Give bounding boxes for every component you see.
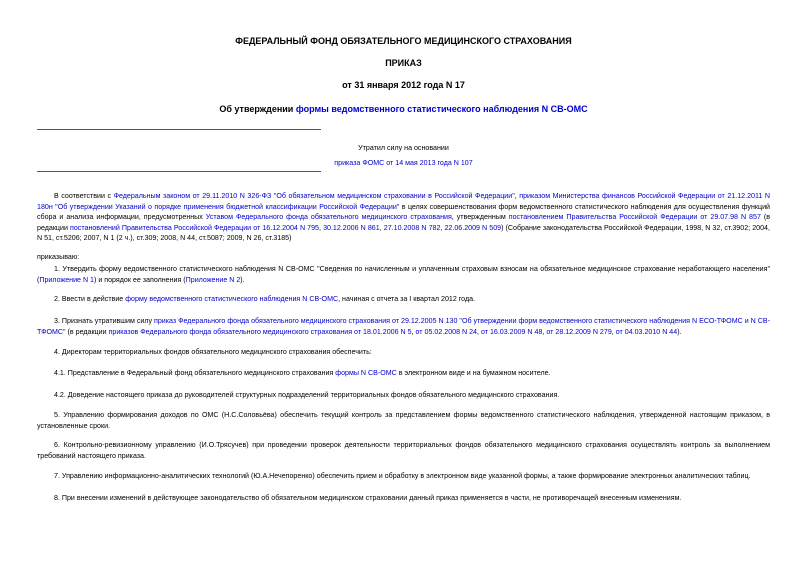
link-federal-law[interactable]: Федеральным законом от 29.11.2010 N 326-ФЗ "Об обязательном медицинском страховании в Российской Федерации" — [113, 192, 515, 200]
item-8: 8. При внесении изменений в действующее законодательство об обязательном медицинском страховании данный приказ применяется в части, не противоречащей внесенным изменениям. — [54, 494, 682, 502]
preamble-text: , — [319, 223, 324, 232]
item-text: ). — [677, 327, 682, 336]
link-resolution-795[interactable]: постановлений Правительства Российской Федерации от 16.12.2004 N 795 — [70, 223, 319, 232]
order-word: приказываю: — [37, 253, 80, 261]
preamble-text: , утвержденным — [451, 213, 509, 221]
item-1 — [37, 264, 770, 285]
link-form-sv-oms-2[interactable]: формы N СВ-ОМС — [335, 369, 397, 377]
link-appendix-1[interactable]: Приложение N 1 — [39, 275, 94, 284]
item-text: , — [476, 327, 481, 336]
link-order-130[interactable]: приказ Федерального фонда обязательного медицинского страхования от 29.12.2005 N 130 "Об утверждении форм ведомственного статистического наблюдения N ЕСО-ТФОМС и N СВ-ТФОМС" — [37, 317, 770, 336]
doc-title-text: Об утверждении — [219, 104, 296, 114]
link-resolution-861[interactable]: 30.12.2006 N 861 — [323, 223, 380, 232]
link-order-279[interactable]: от 28.12.2009 N 279 — [546, 327, 612, 336]
preamble-text: (в редакции — [37, 213, 770, 232]
org-title: ФЕДЕРАЛЬНЫЙ ФОНД ОБЯЗАТЕЛЬНОГО МЕДИЦИНСКОГО СТРАХОВАНИЯ — [235, 36, 572, 46]
item-text: , — [542, 327, 547, 336]
preamble-text: , — [514, 192, 520, 200]
item-text: (в редакции — [65, 327, 109, 336]
item-text: 3. Признать утратившим силу — [54, 317, 155, 325]
link-order-5[interactable]: приказов Федерального фонда обязательного медицинского страхования от 18.01.2006 N 5 — [108, 327, 412, 336]
doc-date-number: от 31 января 2012 года N 17 — [342, 80, 465, 90]
doc-title — [0, 103, 807, 115]
item-text: ). — [240, 275, 245, 284]
link-form-sv-oms[interactable]: форму ведомственного статистического наблюдения N СВ-ОМС — [125, 295, 339, 303]
item-3 — [37, 316, 770, 337]
item-text: , начиная с отчета за I квартал 2012 года. — [338, 295, 476, 303]
repeal-note — [250, 143, 557, 168]
item-text: , — [611, 327, 616, 336]
separator-line-top — [37, 129, 321, 130]
doc-type: ПРИКАЗ — [385, 58, 422, 68]
link-charter[interactable]: Уставом Федерального фонда обязательного медицинского страхования — [205, 213, 452, 221]
item-text: , — [411, 327, 416, 336]
link-resolution-509[interactable]: 22.06.2009 N 509 — [444, 223, 502, 232]
preamble-text: , — [379, 223, 384, 232]
link-appendix-2[interactable]: Приложение N 2 — [185, 275, 241, 284]
item-text: 4.1. Представление в Федеральный фонд обязательного медицинского страхования — [54, 369, 336, 377]
preamble-text: в целях совершенствования форм ведомственного статистического наблюдения для осуществления функций сбора и анализа информации, предусмотренных — [37, 202, 770, 221]
item-4-2: 4.2. Доведение настоящего приказа до руководителей структурных подразделений территориальных фондов обязательного медицинского страхования. — [54, 391, 560, 399]
repeal-note-link[interactable]: приказа ФОМС от 14 мая 2013 года N 107 — [334, 158, 473, 167]
item-7: 7. Управлению информационно-аналитических технологий (Ю.А.Нечепоренко) обеспечить прием и обработку в электронном виде указанной формы, а также формирование электронных аналитических таблиц. — [54, 472, 751, 480]
preamble-text: ) (Собрание законодательства Российской Федерации, 1998, N 32, ст.3902; 2004, N 51, ст.5206; 2007, N 1 (2 ч.), ст.309; 2008, N 44, ст.5087; 2009, N 26, ст.3185) — [37, 223, 770, 242]
link-order-44[interactable]: от 04.03.2010 N 44 — [615, 327, 678, 336]
item-text: в электронном виде и на бумажном носителе. — [396, 369, 551, 377]
preamble-text: В соответствии с — [54, 192, 114, 200]
link-order-24[interactable]: от 05.02.2008 N 24 — [415, 327, 477, 336]
separator-line-bottom — [37, 171, 321, 172]
item-2 — [37, 294, 770, 305]
item-text: ) и порядок ее заполнения ( — [94, 275, 186, 284]
doc-title-link[interactable]: формы ведомственного статистического наблюдения N СВ-ОМС — [295, 104, 588, 114]
item-text: 1. Утвердить форму ведомственного статистического наблюдения N СВ-ОМС "Сведения по начисленным и уплаченным страховым взносам на обязательное медицинское страхование неработающего населения" ( — [37, 265, 770, 284]
item-4-1 — [37, 368, 770, 379]
link-resolution-857[interactable]: постановлением Правительства Российской Федерации от 29.07.98 N 857 — [508, 213, 761, 221]
link-order-48[interactable]: от 16.03.2009 N 48 — [480, 327, 543, 336]
item-5: 5. Управлению формирования доходов по ОМС (Н.С.Соловьёва) обеспечить текущий контроль за представлением формы ведомственного статистического наблюдения, утвержденной настоящим приказом, в установленные сроки. — [37, 411, 770, 430]
item-6: 6. Контрольно-ревизионному управлению (И.О.Трясучев) при проведении проверок деятельности территориальных фондов обязательного медицинского страхования осуществлять контроль за выполнением требований настоящего приказа. — [37, 441, 770, 460]
preamble-paragraph — [37, 191, 770, 244]
preamble-text: , — [440, 223, 445, 232]
link-resolution-782[interactable]: 27.10.2008 N 782 — [383, 223, 441, 232]
link-minfin-order[interactable]: приказом Министерства финансов Российской Федерации от 21.12.2011 N 180н "Об утверждении Указаний о порядке применения бюджетной классификации Российской Федерации" — [37, 192, 770, 211]
item-4: 4. Директорам территориальных фондов обязательного медицинского страхования обеспечить: — [54, 348, 372, 356]
item-text: 2. Ввести в действие — [54, 295, 126, 303]
repeal-note-text: Утратил силу на основании — [358, 144, 449, 152]
